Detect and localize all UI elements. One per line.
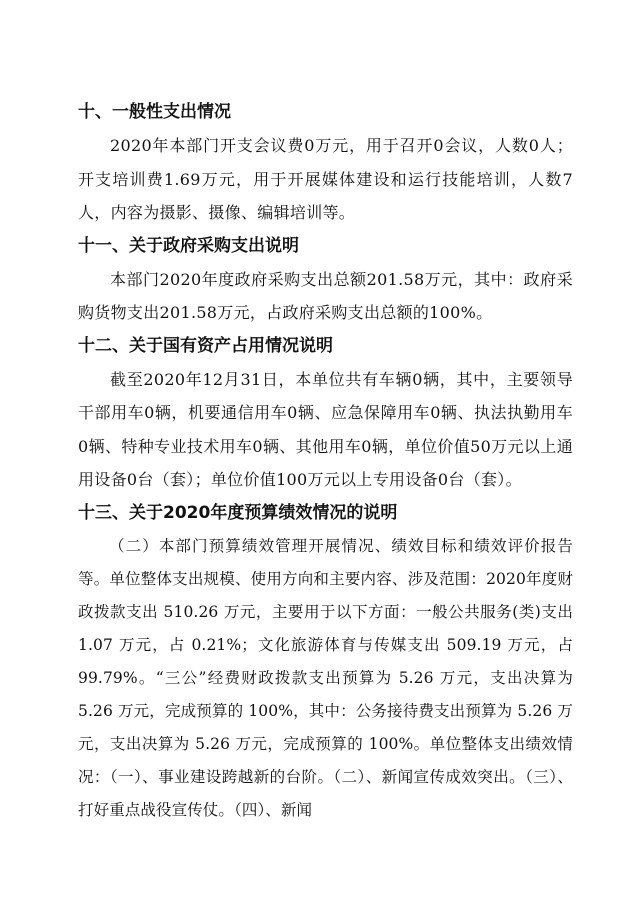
section-heading: 十、一般性支出情况 bbox=[78, 102, 231, 122]
section-paragraph: 截至2020年12月31日，本单位共有车辆0辆，其中，主要领导干部用车0辆，机要通信用车0辆、应急保障用车0辆、执法执勤用车0辆、特种专业技术用车0辆、其他用车0辆，单位价值50万元以上通用设备0台（套）；单位价值100万元以上专用设备0台（套）。 bbox=[78, 369, 573, 489]
section-government-procurement bbox=[78, 230, 573, 330]
section-paragraph: 2020年本部门开支会议费0万元，用于召开0会议，人数0人；开支培训费1.69万元，用于开展媒体建设和运行技能培训，人数7人，内容为摄影、摄像、编辑培训等。 bbox=[78, 136, 573, 222]
section-state-assets bbox=[78, 330, 573, 497]
section-heading: 十三、关于2020年度预算绩效情况的说明 bbox=[78, 502, 398, 523]
section-heading: 十二、关于国有资产占用情况说明 bbox=[78, 335, 333, 356]
section-general-expenditure bbox=[78, 96, 573, 230]
section-paragraph: 本部门2020年度政府采购支出总额201.58万元，其中：政府采购货物支出201.58万元，占政府采购支出总额的100%。 bbox=[78, 269, 573, 322]
section-heading: 十一、关于政府采购支出说明 bbox=[78, 235, 299, 256]
section-budget-performance bbox=[78, 497, 573, 827]
section-paragraph: （二）本部门预算绩效管理开展情况、绩效目标和绩效评价报告等。单位整体支出规模、使用方向和主要内容、涉及范围：2020年度财政拨款支出 510.26 万元，主要用于以下方面：一般公共服务(类)支出 1.07 万元，占 0.21%；文化旅游体育与传媒支出 509.19 万元，占 99.79%。“三公”经费财政拨款支出预算为 5.26 万元，支出决算为 5.26 万元，完成预算的 100%，其中：公务接待费支出预算为 5.26 万元，支出决算为 5.26 万元，完成预算的 100%。单位整体支出绩效情况：（一）、事业建设跨越新的台阶。（二）、新闻宣传成效突出。（三）、打好重点战役宣传仗。（四）、新闻 bbox=[78, 536, 573, 819]
